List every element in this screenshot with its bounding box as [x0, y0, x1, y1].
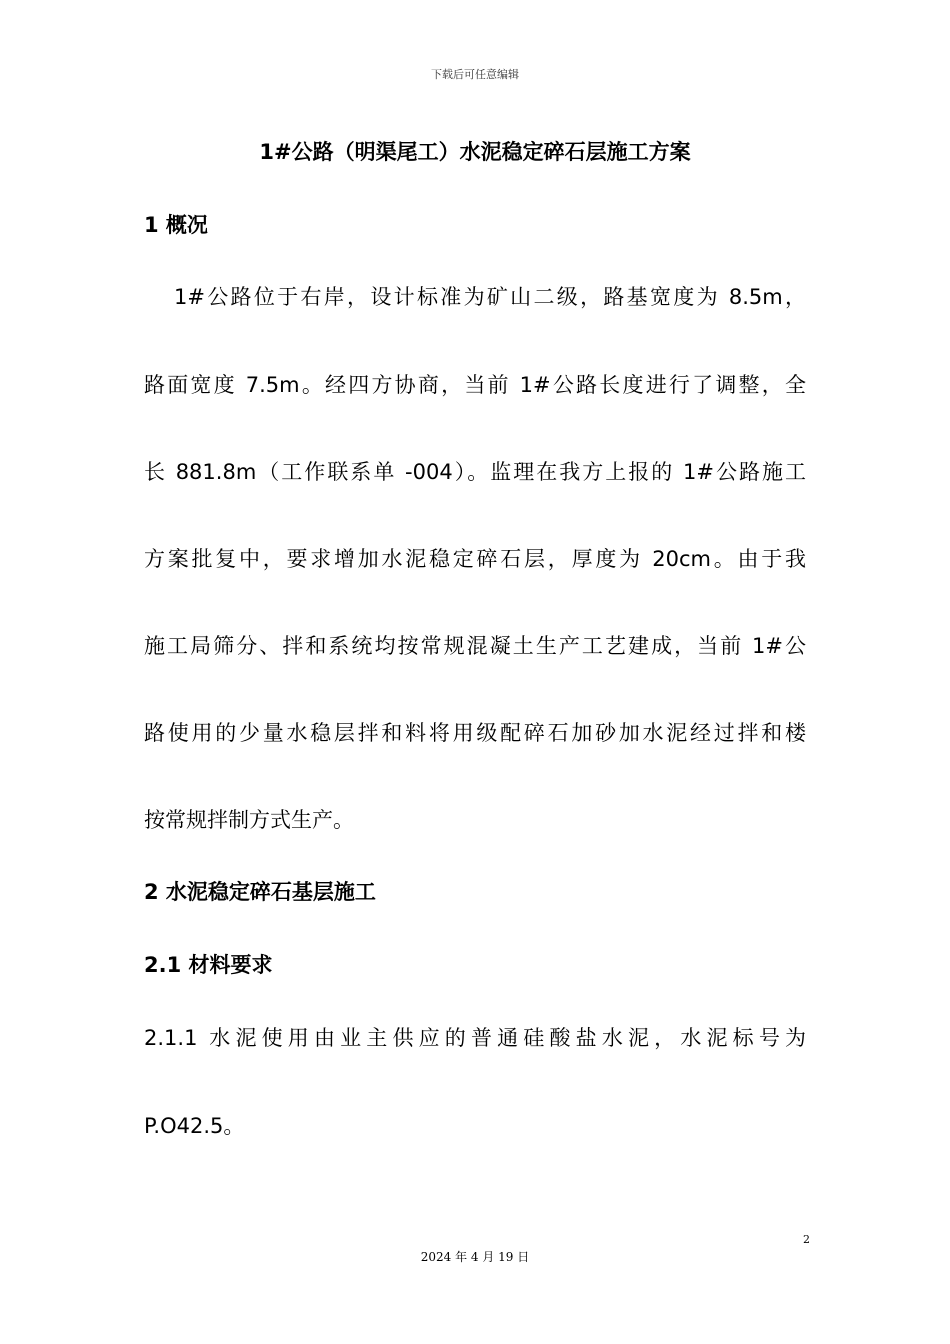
section-2-1-line-1: 2.1.1 水泥使用由业主供应的普通硅酸盐水泥，水泥标号为 [144, 1026, 806, 1050]
section-1-line-4: 方案批复中，要求增加水泥稳定碎石层，厚度为 20cm。由于我 [144, 547, 806, 571]
section-1-line-3: 长 881.8m（工作联系单 -004）。监理在我方上报的 1#公路施工 [144, 460, 806, 484]
section-1-line-1: 1#公路位于右岸，设计标准为矿山二级，路基宽度为 8.5m， [174, 285, 806, 309]
section-1-line-2: 路面宽度 7.5m。经四方协商，当前 1#公路长度进行了调整，全 [144, 373, 806, 397]
document-title: 1#公路（明渠尾工）水泥稳定碎石层施工方案 [259, 140, 691, 164]
section-2-1-line-2: P.O42.5。 [144, 1114, 245, 1138]
section-1-line-6: 路使用的少量水稳层拌和料将用级配碎石加砂加水泥经过拌和楼 [144, 721, 806, 745]
section-2-heading: 2 水泥稳定碎石基层施工 [144, 880, 376, 904]
page-number: 2 [803, 1233, 810, 1246]
section-2-1-heading: 2.1 材料要求 [144, 953, 273, 977]
section-1-line-5: 施工局筛分、拌和系统均按常规混凝土生产工艺建成，当前 1#公 [144, 634, 806, 658]
footer-date: 2024 年 4 月 19 日 [420, 1250, 530, 1264]
section-1-line-7: 按常规拌制方式生产。 [144, 808, 354, 832]
header-note: 下载后可任意编辑 [431, 68, 519, 81]
section-1-heading: 1 概况 [144, 213, 208, 237]
